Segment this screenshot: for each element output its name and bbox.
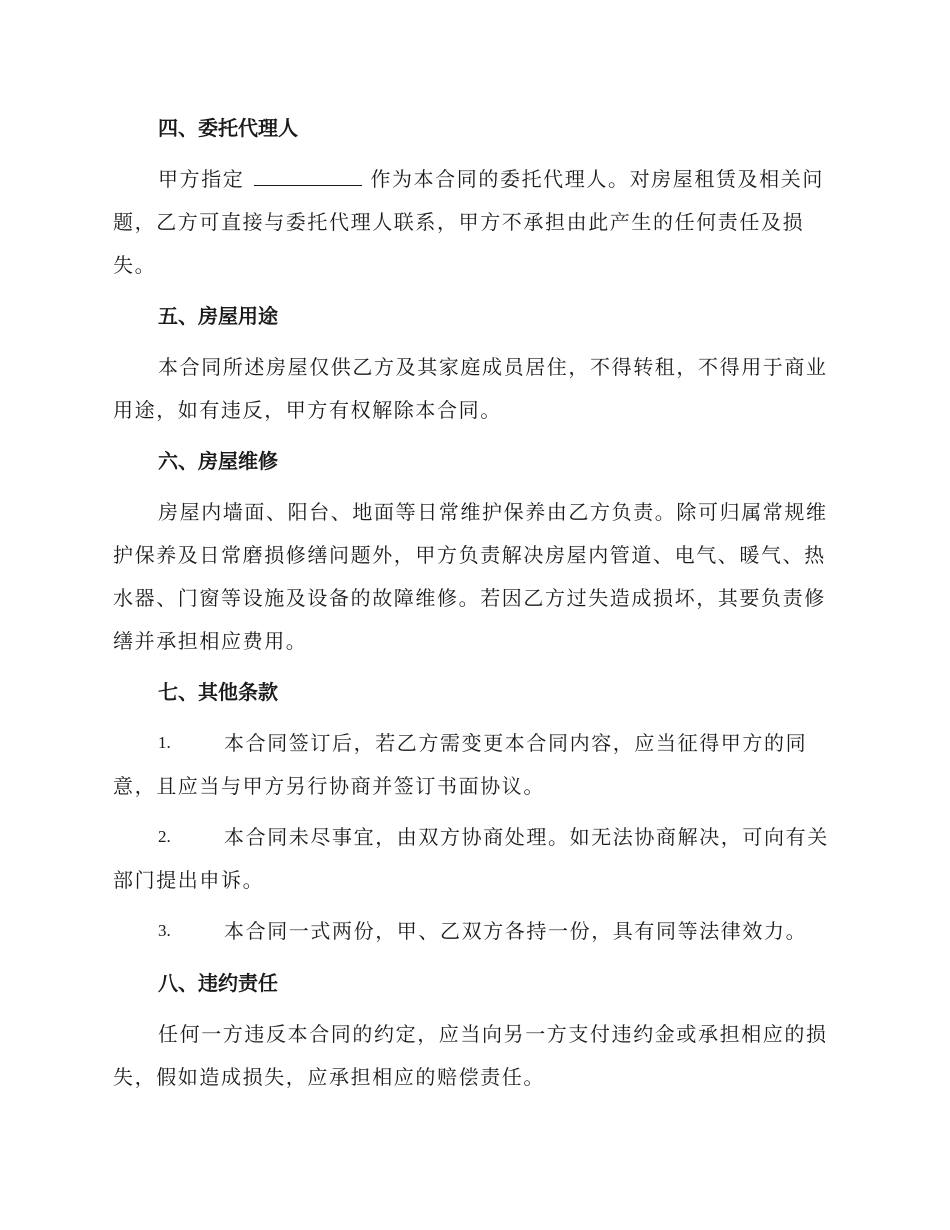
section-4-line-3: 失。 bbox=[113, 253, 157, 277]
section-4-line-2: 题，乙方可直接与委托代理人联系，甲方不承担由此产生的任何责任及损 bbox=[113, 210, 805, 234]
section-6-line-4: 缮并承担相应费用。 bbox=[113, 629, 308, 653]
section-4-line-1-post: 作为本合同的委托代理人。对房屋租赁及相关问 bbox=[370, 167, 824, 191]
section-8-line-1: 任何一方违反本合同的约定，应当向另一方支付违约金或承担相应的损 bbox=[158, 1022, 828, 1046]
clause-2-line-1: 本合同未尽事宜，由双方协商处理。如无法协商解决，可向有关 bbox=[224, 825, 829, 849]
section-4-line-1-pre: 甲方指定 bbox=[158, 167, 245, 191]
section-6-line-1: 房屋内墙面、阳台、地面等日常维护保养由乙方负责。除可归属常规维 bbox=[158, 500, 828, 524]
section-5-heading: 五、房屋用途 bbox=[158, 304, 278, 328]
section-5-line-2: 用途，如有违反，甲方有权解除本合同。 bbox=[113, 398, 502, 422]
section-7-heading: 七、其他条款 bbox=[158, 680, 278, 704]
clause-2-number: 2. bbox=[158, 827, 171, 846]
section-4-heading: 四、委托代理人 bbox=[158, 116, 298, 140]
clause-2-line-2: 部门提出申诉。 bbox=[113, 868, 265, 892]
section-5-line-1: 本合同所述房屋仅供乙方及其家庭成员居住，不得转租，不得用于商业 bbox=[158, 355, 828, 379]
clause-1-line-2: 意，且应当与甲方另行协商并签订书面协议。 bbox=[113, 774, 545, 798]
clause-3-line-1: 本合同一式两份，甲、乙双方各持一份，具有同等法律效力。 bbox=[224, 919, 808, 943]
section-6-line-2: 护保养及日常磨损修缮问题外，甲方负责解决房屋内管道、电气、暖气、热 bbox=[113, 543, 826, 567]
agent-name-blank bbox=[254, 167, 362, 186]
clause-3-number: 3. bbox=[158, 921, 171, 940]
section-4-line-1 bbox=[158, 167, 824, 191]
section-8-heading: 八、违约责任 bbox=[158, 971, 278, 995]
section-6-heading: 六、房屋维修 bbox=[158, 449, 278, 473]
clause-1-number: 1. bbox=[158, 733, 171, 752]
clause-1-line-1: 本合同签订后，若乙方需变更本合同内容，应当征得甲方的同 bbox=[224, 731, 808, 755]
section-8-line-2: 失，假如造成损失，应承担相应的赔偿责任。 bbox=[113, 1065, 545, 1089]
section-6-line-3: 水器、门窗等设施及设备的故障维修。若因乙方过失造成损坏，其要负责修 bbox=[113, 586, 826, 610]
